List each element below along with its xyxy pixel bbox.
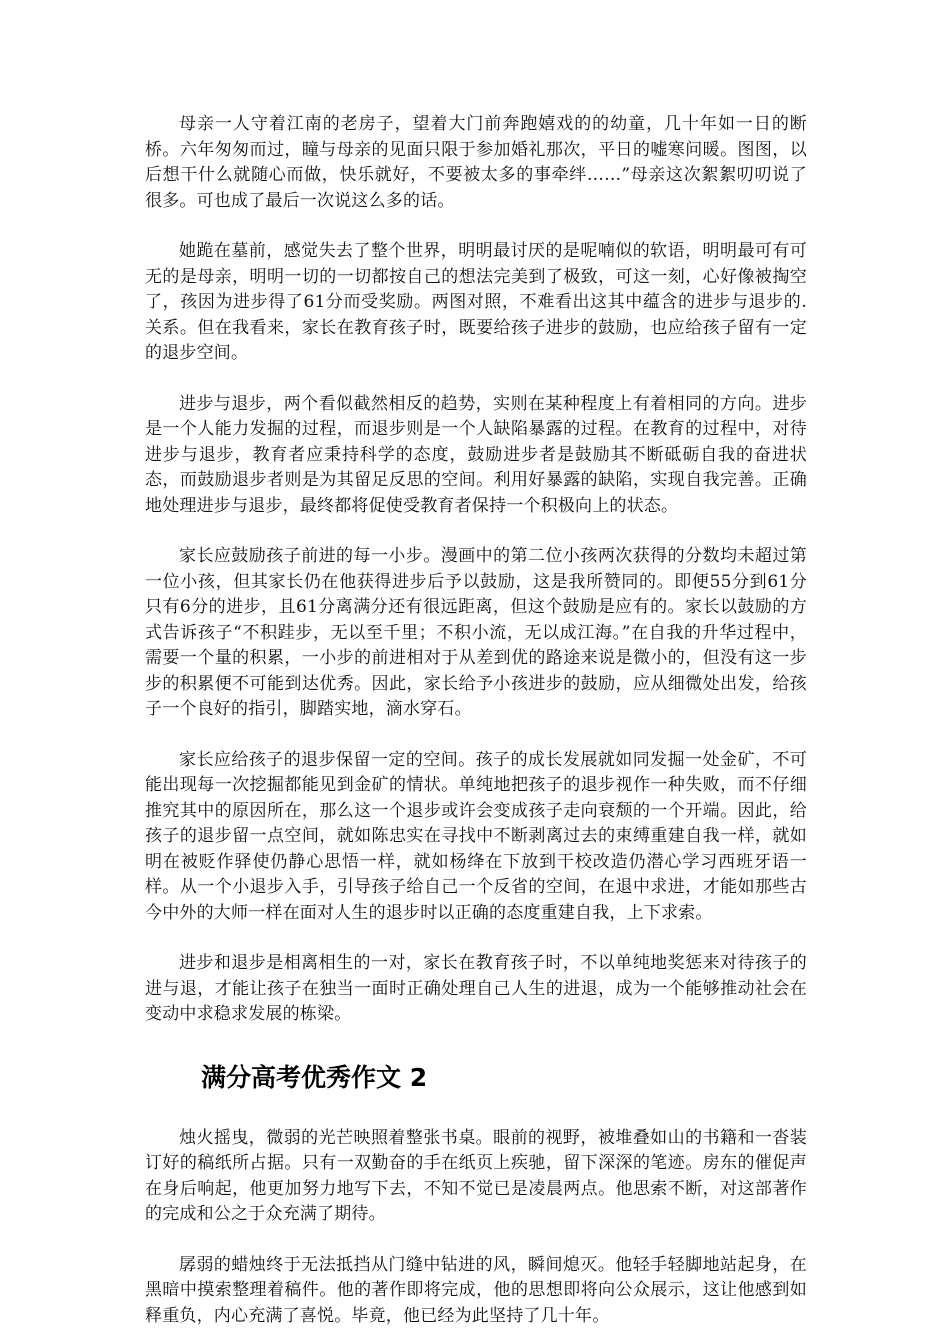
paragraph: 母亲一人守着江南的老房子，望着大门前奔跑嬉戏的的幼童，几十年如一日的断桥。六年匆匆而过，瞳与母亲的见面只限于参加婚礼那次，平日的嘘寒问暖。图图，以后想干什么就随心而做，快乐就好，不要被太多的事牵绊……”母亲这次絮絮叨叨说了很多。可也成了最后一次说这么多的话。 [145, 114, 807, 211]
section-heading: 满分高考优秀作文 2 [201, 1062, 428, 1092]
document-body [145, 112, 807, 1329]
paragraph: 烛火摇曳，微弱的光芒映照着整张书桌。眼前的视野，被堆叠如山的书籍和一沓装订好的稿纸所占据。只有一双勤奋的手在纸页上疾驰，留下深深的笔迹。房东的催促声在身后响起，他更加努力地写下去，不知不觉已是凌晨两点。他思索不断，对这部著作的完成和公之于众充满了期待。 [145, 1127, 807, 1224]
paragraph: 家长应鼓励孩子前进的每一小步。漫画中的第二位小孩两次获得的分数均未超过第一位小孩，但其家长仍在他获得进步后予以鼓励，这是我所赞同的。即便55分到61分只有6分的进步，且61分离满分还有很远距离，但这个鼓励是应有的。家长以鼓励的方式告诉孩子“不积跬步，无以至千里；不积小流，无以成江海。”在自我的升华过程中，需要一个量的积累，一小步的前进相对于从差到优的路途来说是微小的，但没有这一步步的积累便不可能到达优秀。因此，家长给予小孩进步的鼓励，应从细微处出发，给孩子一个良好的指引，脚踏实地，滴水穿石。 [145, 546, 807, 719]
paragraph: 她跪在墓前，感觉失去了整个世界，明明最讨厌的是呢喃似的软语，明明最可有可无的是母亲，明明一切的一切都按自己的想法完美到了极致，可这一刻，心好像被掏空了，孩因为进步得了61分而受奖励。两图对照，不难看出这其中蕴含的进步与退步的.关系。但在我看来，家长在教育孩子时，既要给孩子进步的鼓励，也应给孩子留有一定的退步空间。 [145, 241, 807, 363]
paragraph: 孱弱的蜡烛终于无法抵挡从门缝中钻进的风，瞬间熄灭。他轻手轻脚地站起身，在黑暗中摸索整理着稿件。他的著作即将完成，他的思想即将向公众展示，这让他感到如释重负，内心充满了喜悦。毕竟，他已经为此坚持了几十年。 [145, 1254, 807, 1326]
paragraph: 进步和退步是相离相生的一对，家长在教育孩子时，不以单纯地奖惩来对待孩子的进与退，才能让孩子在独当一面时正确处理自己人生的进退，成为一个能够推动社会在变动中求稳求发展的栋梁。 [145, 953, 807, 1024]
paragraph: 家长应给孩子的退步保留一定的空间。孩子的成长发展就如同发掘一处金矿，不可能出现每一次挖掘都能见到金矿的情状。单纯地把孩子的退步视作一种失败，而不仔细推究其中的原因所在，那么这一个退步或许会变成孩子走向衰颓的一个开端。因此，给孩子的退步留一点空间，就如陈忠实在寻找中不断剥离过去的束缚重建自我一样，就如明在被贬作驿使仍静心思悟一样，就如杨绛在下放到干校改造仍潜心学习西班牙语一样。从一个小退步入手，引导孩子给自己一个反省的空间，在退中求进，才能如那些古今中外的大师一样在面对人生的退步时以正确的态度重建自我，上下求索。 [145, 749, 807, 923]
paragraph: 进步与退步，两个看似截然相反的趋势，实则在某种程度上有着相同的方向。进步是一个人能力发掘的过程，而退步则是一个人缺陷暴露的过程。在教育的过程中，对待进步与退步，教育者应秉持科学的态度，鼓励进步者是鼓励其不断砥砺自我的奋进状态，而鼓励退步者则是为其留足反思的空间。利用好暴露的缺陷，实现自我完善。正确地处理进步与退步，最终都将促使受教育者保持一个积极向上的状态。 [145, 393, 807, 516]
